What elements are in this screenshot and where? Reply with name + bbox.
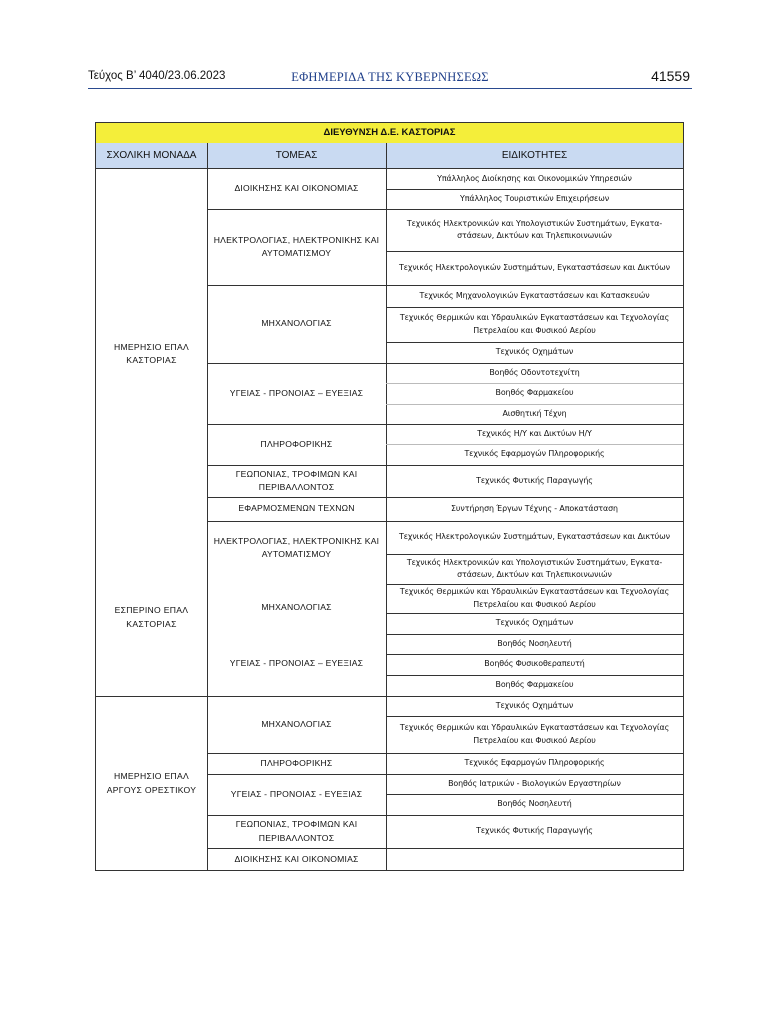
table-title: ΔΙΕΥΘΥΝΣΗ Δ.Ε. ΚΑΣΤΟΡΙΑΣ bbox=[96, 123, 683, 144]
specialty-cell: Βοηθός Νοσηλευτή bbox=[497, 799, 572, 809]
specialty-cell: Τεχνικός Εφαρμογών Πληροφορικής bbox=[464, 758, 605, 768]
specialty-cell: Βοηθός Φυσικοθεραπευτή bbox=[484, 659, 585, 669]
page-number: 41559 bbox=[651, 68, 690, 84]
column-header-specialties: ΕΙΔΙΚΟΤΗΤΕΣ bbox=[386, 143, 683, 169]
specialty-cell: Συντήρηση Έργων Τέχνης - Αποκατάσταση bbox=[451, 503, 618, 513]
specialty-cell: Βοηθός Ιατρικών - Βιολογικών Εργαστηρίων bbox=[448, 778, 621, 788]
specialty-cell: Τεχνικός Θερμικών και Υδραυλικών Εγκαταστάσεων και Τεχνολογίας Πετρελαίου και Φυσικού Αερίου bbox=[399, 313, 670, 335]
gazette-title: ΕΦΗΜΕΡΙΔΑ ΤΗΣ ΚΥΒΕΡΝΗΣΕΩΣ bbox=[291, 70, 489, 84]
specialty-cell: Τεχνικός Μηχανολογικών Εγκαταστάσεων και Κατασκευών bbox=[419, 290, 650, 300]
school-cell: ΗΜΕΡΗΣΙΟ ΕΠΑΛ ΚΑΣΤΟΡΙΑΣ bbox=[113, 341, 190, 365]
specialty-cell: Τεχνικός Φυτικής Παραγωγής bbox=[476, 475, 593, 485]
school-cell: ΕΣΠΕΡΙΝΟ ΕΠΑΛ ΚΑΣΤΟΡΙΑΣ bbox=[114, 605, 189, 629]
column-header-school: ΣΧΟΛΙΚΗ ΜΟΝΑΔΑ bbox=[96, 143, 207, 169]
sector-cell: ΜΗΧΑΝΟΛΟΓΙΑΣ bbox=[261, 718, 332, 729]
sector-cell: ΓΕΩΠΟΝΙΑΣ, ΤΡΟΦΙΜΩΝ ΚΑΙ ΠΕΡΙΒΑΛΛΟΝΤΟΣ bbox=[235, 819, 358, 843]
specialty-cell: Τεχνικός Οχημάτων bbox=[495, 700, 574, 710]
specialty-cell: Τεχνικός Ηλεκτρονικών και Υπολογιστικών Συστημάτων, Εγκατα-στάσεων, Δικτύων και Τηλεπικοινωνιών bbox=[406, 557, 663, 579]
sector-cell: ΗΛΕΚΤΡΟΛΟΓΙΑΣ, ΗΛΕΚΤΡΟΝΙΚΗΣ ΚΑΙ ΑΥΤΟΜΑΤΙΣΜΟΥ bbox=[213, 535, 380, 559]
specialty-cell: Βοηθός Φαρμακείου bbox=[495, 680, 574, 690]
sector-cell: ΜΗΧΑΝΟΛΟΓΙΑΣ bbox=[261, 602, 332, 613]
sector-cell: ΕΦΑΡΜΟΣΜΕΝΩΝ ΤΕΧΝΩΝ bbox=[238, 503, 355, 514]
specialty-cell: Βοηθός Νοσηλευτή bbox=[497, 638, 572, 648]
sector-cell: ΜΗΧΑΝΟΛΟΓΙΑΣ bbox=[261, 318, 332, 329]
sector-cell: ΥΓΕΙΑΣ - ΠΡΟΝΟΙΑΣ – ΕΥΕΞΙΑΣ bbox=[229, 387, 364, 398]
specialty-cell: Βοηθός Οδοντοτεχνίτη bbox=[489, 367, 580, 377]
school-cell: ΗΜΕΡΗΣΙΟ ΕΠΑΛ ΑΡΓΟΥΣ ΟΡΕΣΤΙΚΟΥ bbox=[106, 771, 197, 795]
specialty-cell: Τεχνικός Οχημάτων bbox=[495, 347, 574, 357]
directorate-table bbox=[95, 122, 684, 871]
sector-cell: ΠΛΗΡΟΦΟΡΙΚΗΣ bbox=[260, 757, 333, 768]
issue-label: Τεύχος Β’ 4040/23.06.2023 bbox=[88, 70, 226, 82]
sector-cell: ΗΛΕΚΤΡΟΛΟΓΙΑΣ, ΗΛΕΚΤΡΟΝΙΚΗΣ ΚΑΙ ΑΥΤΟΜΑΤΙΣΜΟΥ bbox=[213, 234, 380, 258]
specialty-cell: Τεχνικός Ηλεκτρονικών και Υπολογιστικών Συστημάτων, Εγκατα-στάσεων, Δικτύων και Τηλεπικοινωνιών bbox=[406, 218, 663, 240]
specialty-cell: Αισθητική Τέχνη bbox=[502, 408, 567, 418]
sector-cell: ΔΙΟΙΚΗΣΗΣ ΚΑΙ ΟΙΚΟΝΟΜΙΑΣ bbox=[234, 853, 359, 864]
sector-cell: ΠΛΗΡΟΦΟΡΙΚΗΣ bbox=[260, 438, 333, 449]
header-rule bbox=[88, 88, 692, 89]
specialty-cell: Τεχνικός Η/Υ και Δικτύων Η/Υ bbox=[477, 428, 592, 438]
column-header-sector: ΤΟΜΕΑΣ bbox=[207, 143, 386, 169]
sector-cell: ΥΓΕΙΑΣ - ΠΡΟΝΟΙΑΣ – ΕΥΕΞΙΑΣ bbox=[229, 658, 364, 669]
sector-cell: ΥΓΕΙΑΣ - ΠΡΟΝΟΙΑΣ - ΕΥΕΞΙΑΣ bbox=[230, 788, 363, 799]
specialty-cell: Βοηθός Φαρμακείου bbox=[495, 388, 574, 398]
specialty-cell: Τεχνικός Θερμικών και Υδραυλικών Εγκαταστάσεων και Τεχνολογίας Πετρελαίου και Φυσικού Αερίου bbox=[399, 723, 670, 745]
specialty-cell: Υπάλληλος Τουριστικών Επιχειρήσεων bbox=[459, 193, 610, 203]
sector-cell: ΔΙΟΙΚΗΣΗΣ ΚΑΙ ΟΙΚΟΝΟΜΙΑΣ bbox=[234, 183, 359, 194]
header-bar bbox=[88, 68, 692, 88]
specialty-cell: Τεχνικός Φυτικής Παραγωγής bbox=[476, 826, 593, 836]
specialty-cell: Τεχνικός Θερμικών και Υδραυλικών Εγκαταστάσεων και Τεχνολογίας Πετρελαίου και Φυσικού Αερίου bbox=[399, 587, 670, 609]
row-divider bbox=[207, 521, 386, 522]
specialty-cell: Τεχνικός Ηλεκτρολογικών Συστημάτων, Εγκαταστάσεων και Δικτύων bbox=[399, 262, 670, 272]
specialty-cell-empty bbox=[386, 848, 683, 871]
specialty-cell: Τεχνικός Εφαρμογών Πληροφορικής bbox=[464, 449, 605, 459]
specialty-cell: Υπάλληλος Διοίκησης και Οικονομικών Υπηρεσιών bbox=[437, 173, 632, 183]
specialty-cell: Τεχνικός Οχημάτων bbox=[495, 618, 574, 628]
sector-cell: ΓΕΩΠΟΝΙΑΣ, ΤΡΟΦΙΜΩΝ ΚΑΙ ΠΕΡΙΒΑΛΛΟΝΤΟΣ bbox=[235, 468, 358, 492]
specialty-cell: Τεχνικός Ηλεκτρολογικών Συστημάτων, Εγκαταστάσεων και Δικτύων bbox=[399, 532, 670, 542]
